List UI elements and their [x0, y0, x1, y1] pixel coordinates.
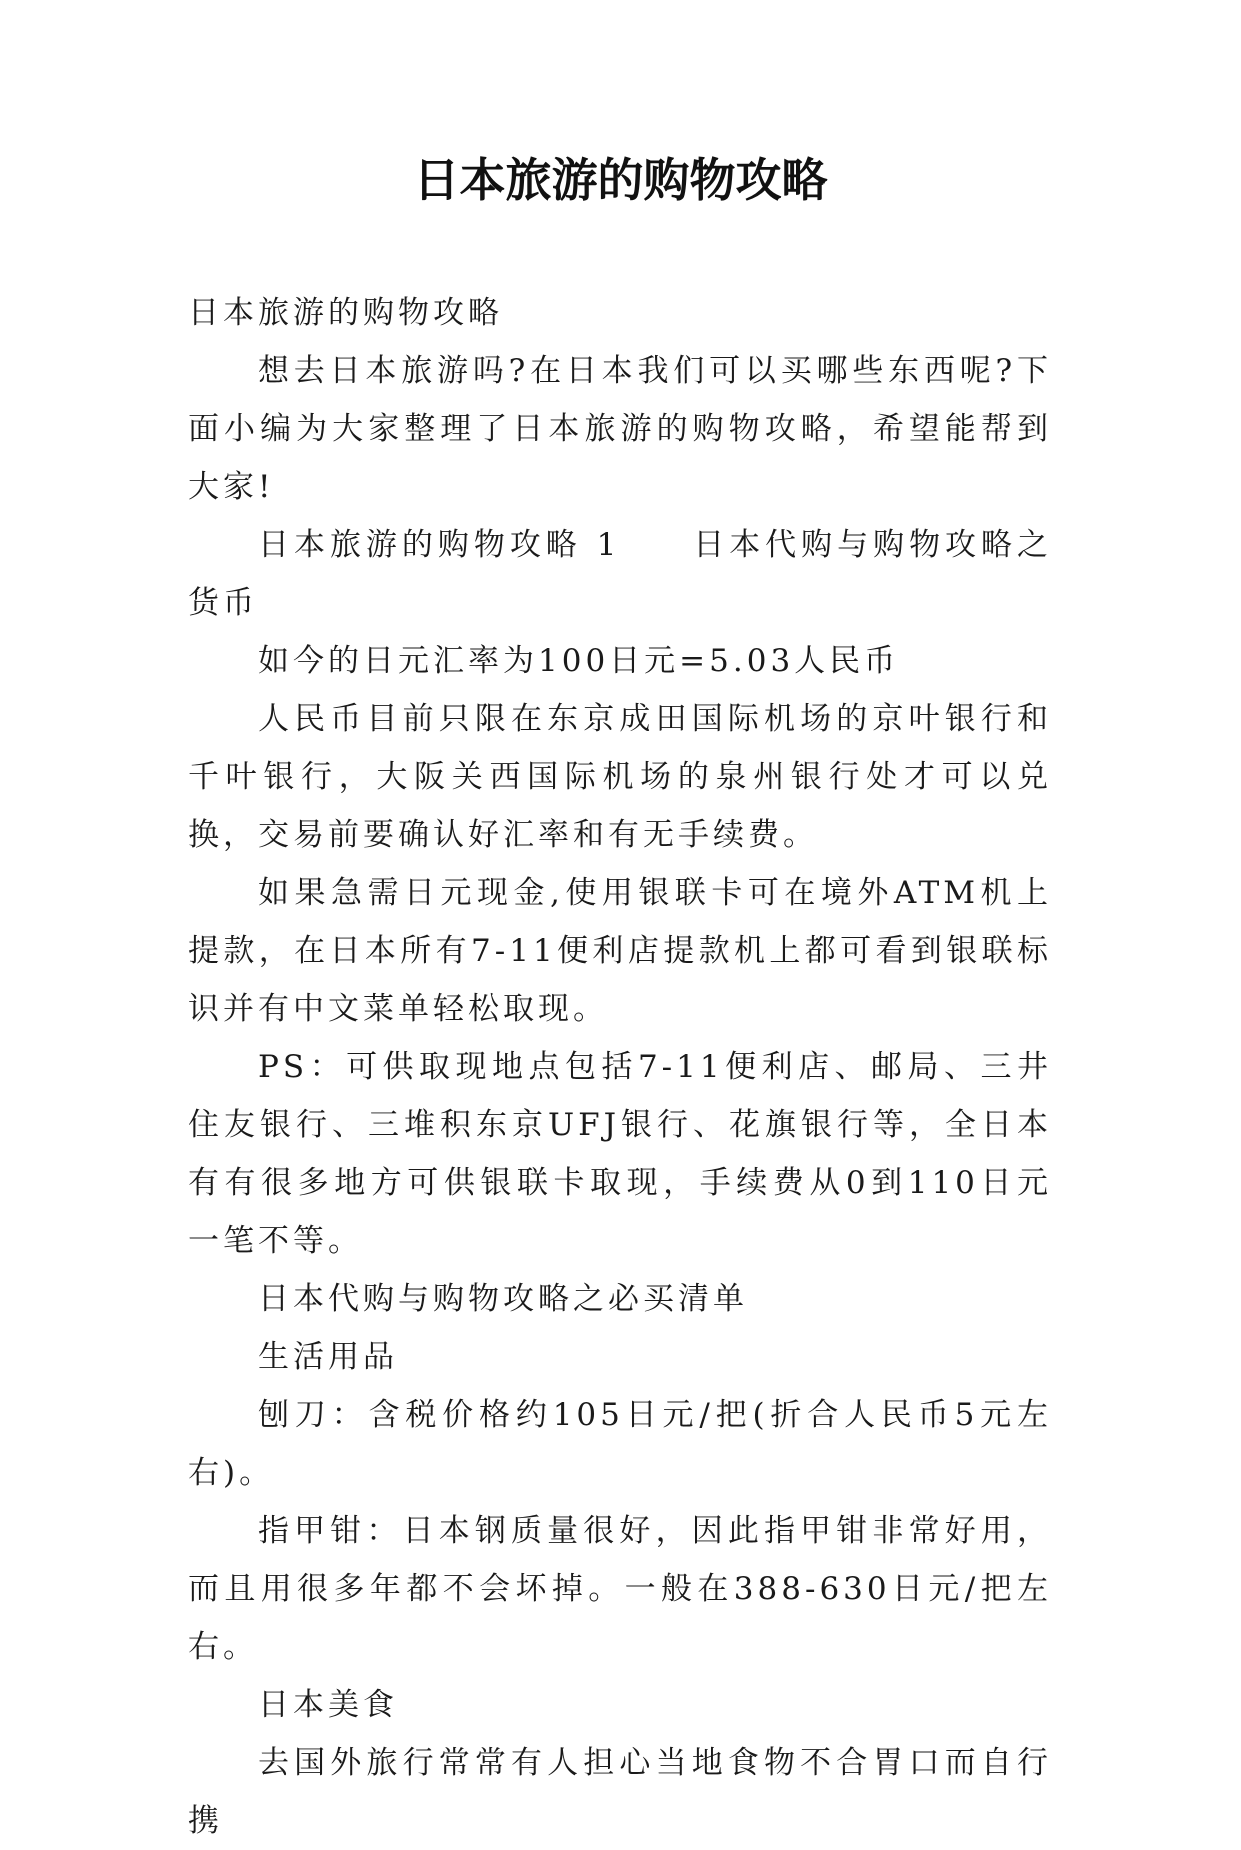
paragraph-intro: 想去日本旅游吗?在日本我们可以买哪些东西呢?下面小编为大家整理了日本旅游的购物攻略，希望能帮到大家!	[188, 353, 1052, 505]
paragraph-unionpay-atm: 如果急需日元现金,使用银联卡可在境外ATM机上提款，在日本所有7-11便利店提款机上都可看到银联标识并有中文菜单轻松取现。	[188, 875, 1052, 1027]
document-title: 日本旅游的购物攻略	[413, 153, 828, 207]
paragraph-food-intro: 去国外旅行常常有人担心当地食物不合胃口而自行携	[188, 1745, 1052, 1839]
paragraph-ps-withdrawal: PS：可供取现地点包括7-11便利店、邮局、三井住友银行、三堆积东京UFJ银行、花旗银行等，全日本有有很多地方可供银联卡取现，手续费从0到110日元一笔不等。	[188, 1049, 1052, 1259]
paragraph-section-currency-heading: 日本旅游的购物攻略 1 日本代购与购物攻略之货币	[188, 527, 1052, 621]
paragraph-daily-goods-heading: 生活用品	[258, 1339, 398, 1375]
paragraph-shopping-list-heading: 日本代购与购物攻略之必买清单	[258, 1281, 748, 1317]
paragraph-food-heading: 日本美食	[258, 1687, 398, 1723]
paragraph-nail-clipper: 指甲钳：日本钢质量很好，因此指甲钳非常好用，而且用很多年都不会坏掉。一般在388-630日元/把左右。	[188, 1513, 1052, 1665]
document-body	[188, 284, 1052, 1850]
paragraph-exchange-rate: 如今的日元汇率为100日元=5.03人民币	[258, 643, 900, 679]
paragraph-razor: 刨刀：含税价格约105日元/把(折合人民币5元左右)。	[188, 1397, 1052, 1491]
paragraph-subtitle: 日本旅游的购物攻略	[188, 295, 503, 331]
paragraph-exchange-locations: 人民币目前只限在东京成田国际机场的京叶银行和千叶银行，大阪关西国际机场的泉州银行处才可以兑换，交易前要确认好汇率和有无手续费。	[188, 701, 1052, 853]
